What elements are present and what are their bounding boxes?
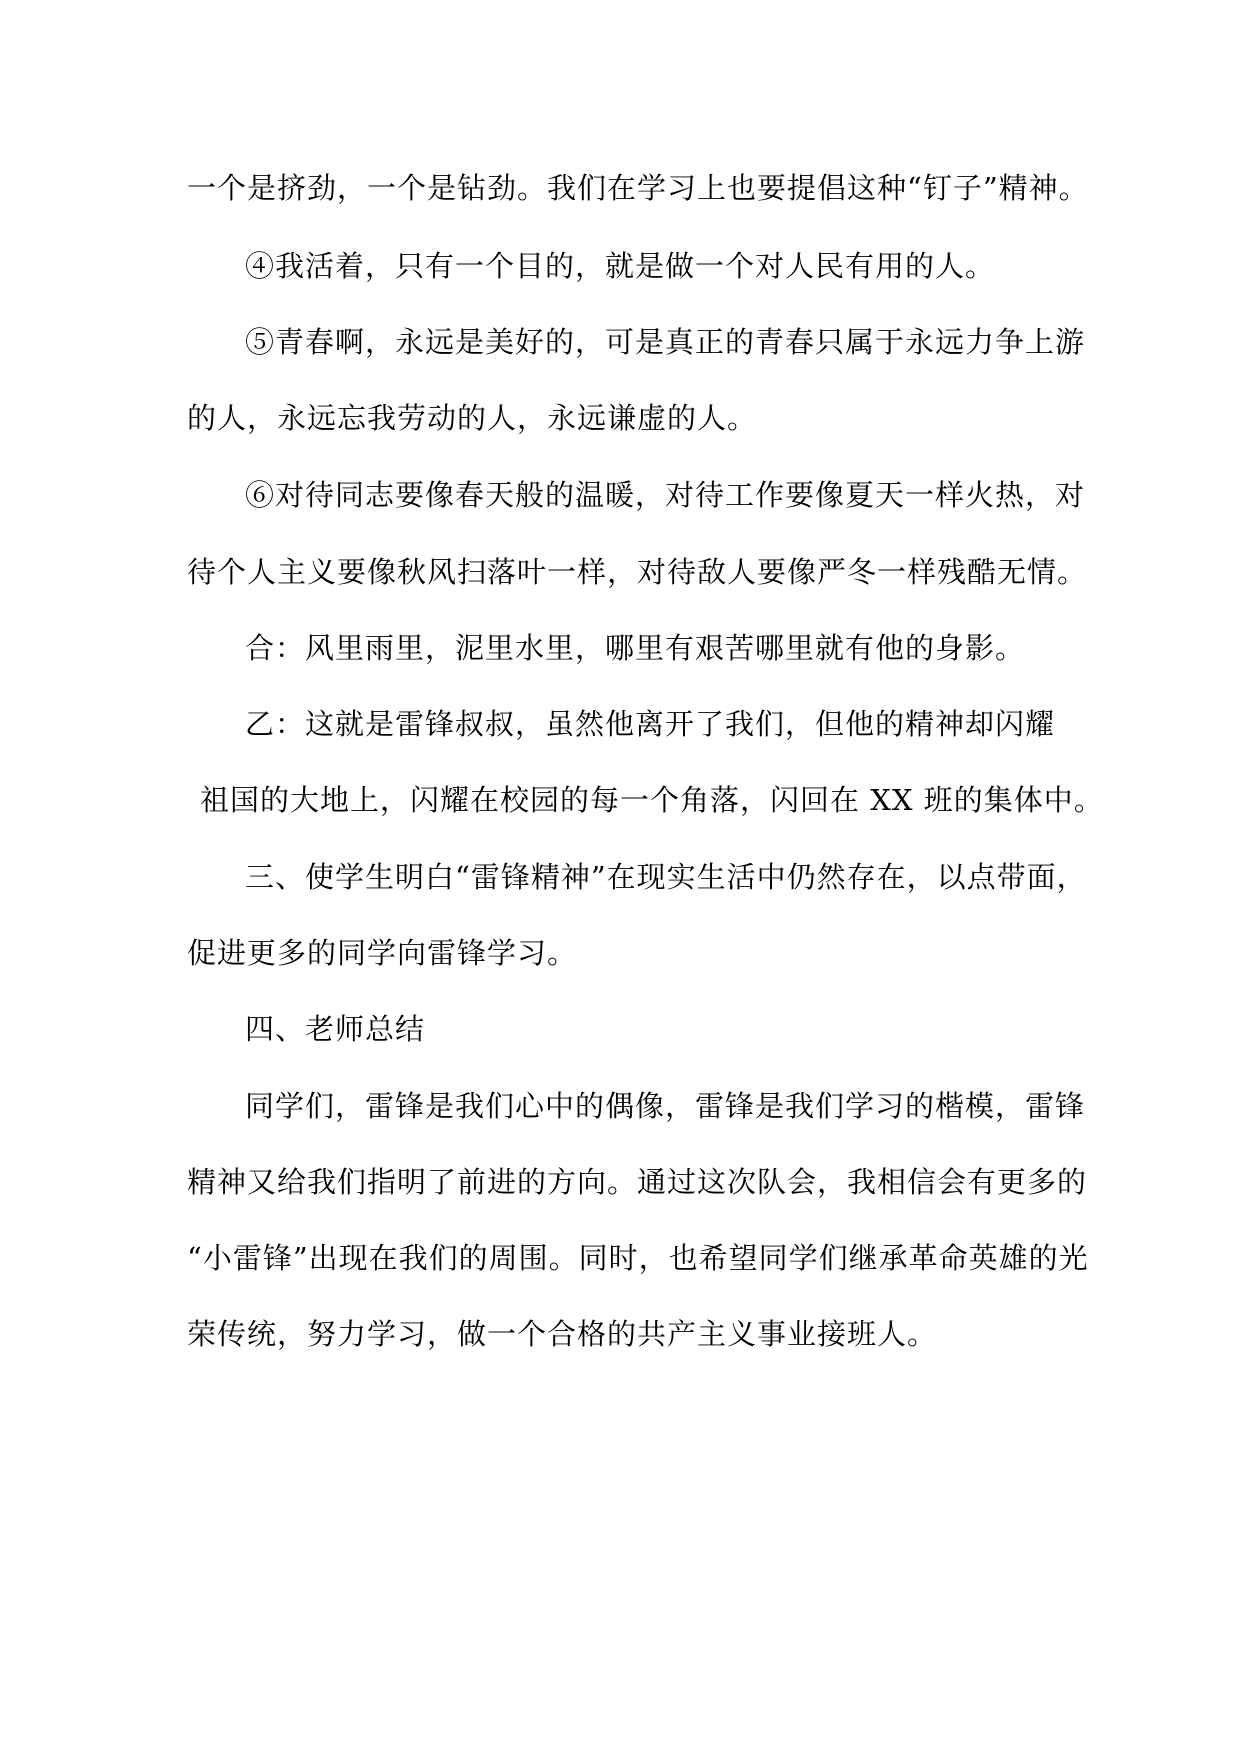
text-line: 合：风里雨里，泥里水里，哪里有艰苦哪里就有他的身影。 xyxy=(245,631,1026,665)
text-line: 乙：这就是雷锋叔叔，虽然他离开了我们，但他的精神却闪耀 xyxy=(245,707,1056,741)
text-line: 精神又给我们指明了前进的方向。通过这次队会，我相信会有更多的 xyxy=(187,1165,1088,1199)
text-line: 的人，永远忘我劳动的人，永远谦虚的人。 xyxy=(187,401,758,435)
text-line: ⑥对待同志要像春天般的温暖，对待工作要像夏天一样火热，对 xyxy=(245,478,1086,512)
text-line: ④我活着，只有一个目的，就是做一个对人民有用的人。 xyxy=(245,249,996,283)
text-line: “小雷锋”出现在我们的周围。同时，也希望同学们继承革命英雄的光 xyxy=(187,1241,1089,1275)
text-line: 荣传统，努力学习，做一个合格的共产主义事业接班人。 xyxy=(187,1317,938,1351)
text-line: 三、使学生明白“雷锋精神”在现实生活中仍然存在，以点带面， xyxy=(245,860,1087,894)
text-line: 促进更多的同学向雷锋学习。 xyxy=(187,936,578,970)
text-line: 同学们，雷锋是我们心中的偶像，雷锋是我们学习的楷模，雷锋 xyxy=(245,1089,1086,1123)
text-line: ⑤青春啊，永远是美好的，可是真正的青春只属于永远力争上游 xyxy=(245,325,1086,359)
text-line: 一个是挤劲，一个是钻劲。我们在学习上也要提倡这种“钉子”精神。 xyxy=(187,171,1089,205)
section-heading: 四、老师总结 xyxy=(245,1012,426,1046)
text-line: 待个人主义要像秋风扫落叶一样，对待敌人要像严冬一样残酷无情。 xyxy=(187,555,1088,589)
text-line: 祖国的大地上，闪耀在校园的每一个角落，闪回在 XX 班的集体中。 xyxy=(200,783,1104,817)
